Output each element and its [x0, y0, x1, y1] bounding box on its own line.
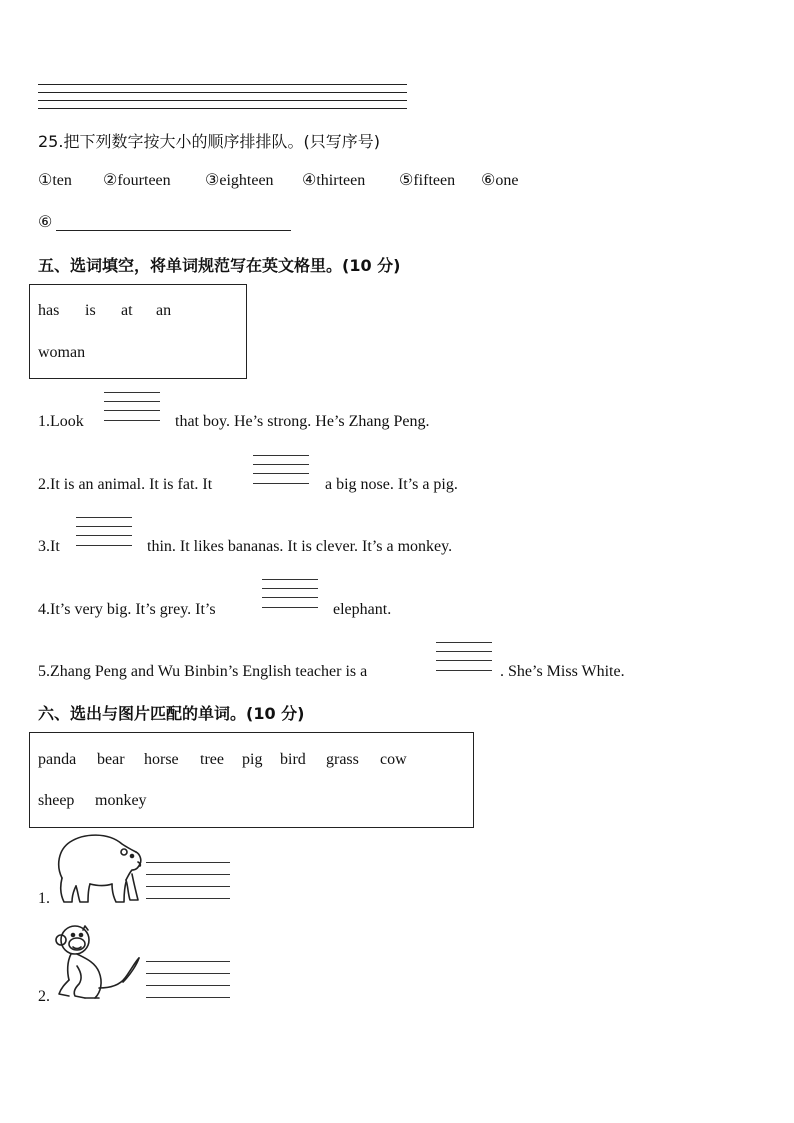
q25-title: 25.把下列数字按大小的顺序排排队。(只写序号): [38, 132, 380, 151]
section6-word-bank: [29, 732, 474, 828]
sentence-4-blank[interactable]: [262, 579, 318, 609]
sentence-1-pre: 1.Look: [38, 413, 84, 430]
sentence-5-post: . She’s Miss White.: [500, 663, 625, 680]
bank-word: grass: [326, 751, 359, 768]
bank-word: cow: [380, 751, 407, 768]
item-1-label: 1.: [38, 890, 50, 907]
bank-word: has: [38, 302, 60, 319]
sentence-2-pre: 2.It is an animal. It is fat. It: [38, 476, 213, 493]
section6-heading: 六、选出与图片匹配的单词。(10 分): [38, 704, 305, 723]
bank-word: tree: [200, 751, 224, 768]
q25-answer-prefix: ⑥: [38, 214, 53, 231]
bank-word: pig: [242, 751, 263, 768]
item-2-answer-lines[interactable]: [146, 961, 230, 999]
option-2: ②fourteen: [103, 172, 171, 189]
sentence-5-blank[interactable]: [436, 642, 492, 672]
q25-options: [38, 170, 598, 192]
item-1-answer-lines[interactable]: [146, 862, 230, 900]
sentence-1-post: that boy. He’s strong. He’s Zhang Peng.: [175, 413, 430, 430]
bank-word: monkey: [95, 792, 147, 809]
item-2-label: 2.: [38, 988, 50, 1005]
sentence-2-post: a big nose. It’s a pig.: [325, 476, 458, 493]
bank-word: bird: [280, 751, 306, 768]
sentence-4-post: elephant.: [333, 601, 392, 618]
bank-word: woman: [38, 344, 86, 361]
option-1: ①ten: [38, 172, 72, 189]
bank-word: horse: [144, 751, 179, 768]
bank-word: at: [121, 302, 133, 319]
section5-word-bank: [29, 284, 247, 379]
top-writing-lines: [38, 84, 407, 110]
monkey-picture: [55, 922, 141, 1002]
sentence-2-blank[interactable]: [253, 455, 309, 485]
sentence-1-blank[interactable]: [104, 392, 160, 422]
q25-answer-line[interactable]: [56, 230, 291, 231]
section5-heading: 五、选词填空，将单词规范写在英文格里。(10 分): [38, 256, 401, 275]
bank-word: bear: [97, 751, 125, 768]
option-3: ③eighteen: [205, 172, 274, 189]
option-6: ⑥one: [481, 172, 519, 189]
bear-picture: [52, 830, 144, 906]
bank-word: is: [85, 302, 96, 319]
sentence-4-pre: 4.It’s very big. It’s grey. It’s: [38, 601, 216, 618]
bank-word: an: [156, 302, 172, 319]
bank-word: sheep: [38, 792, 75, 809]
sentence-3-pre: 3.It: [38, 538, 60, 555]
option-5: ⑤fifteen: [399, 172, 456, 189]
sentence-3-blank[interactable]: [76, 517, 132, 547]
sentence-3-post: thin. It likes bananas. It is clever. It’s a monkey.: [147, 538, 453, 555]
sentence-5-pre: 5.Zhang Peng and Wu Binbin’s English teacher is a: [38, 663, 368, 680]
option-4: ④thirteen: [302, 172, 366, 189]
bank-word: panda: [38, 751, 77, 768]
